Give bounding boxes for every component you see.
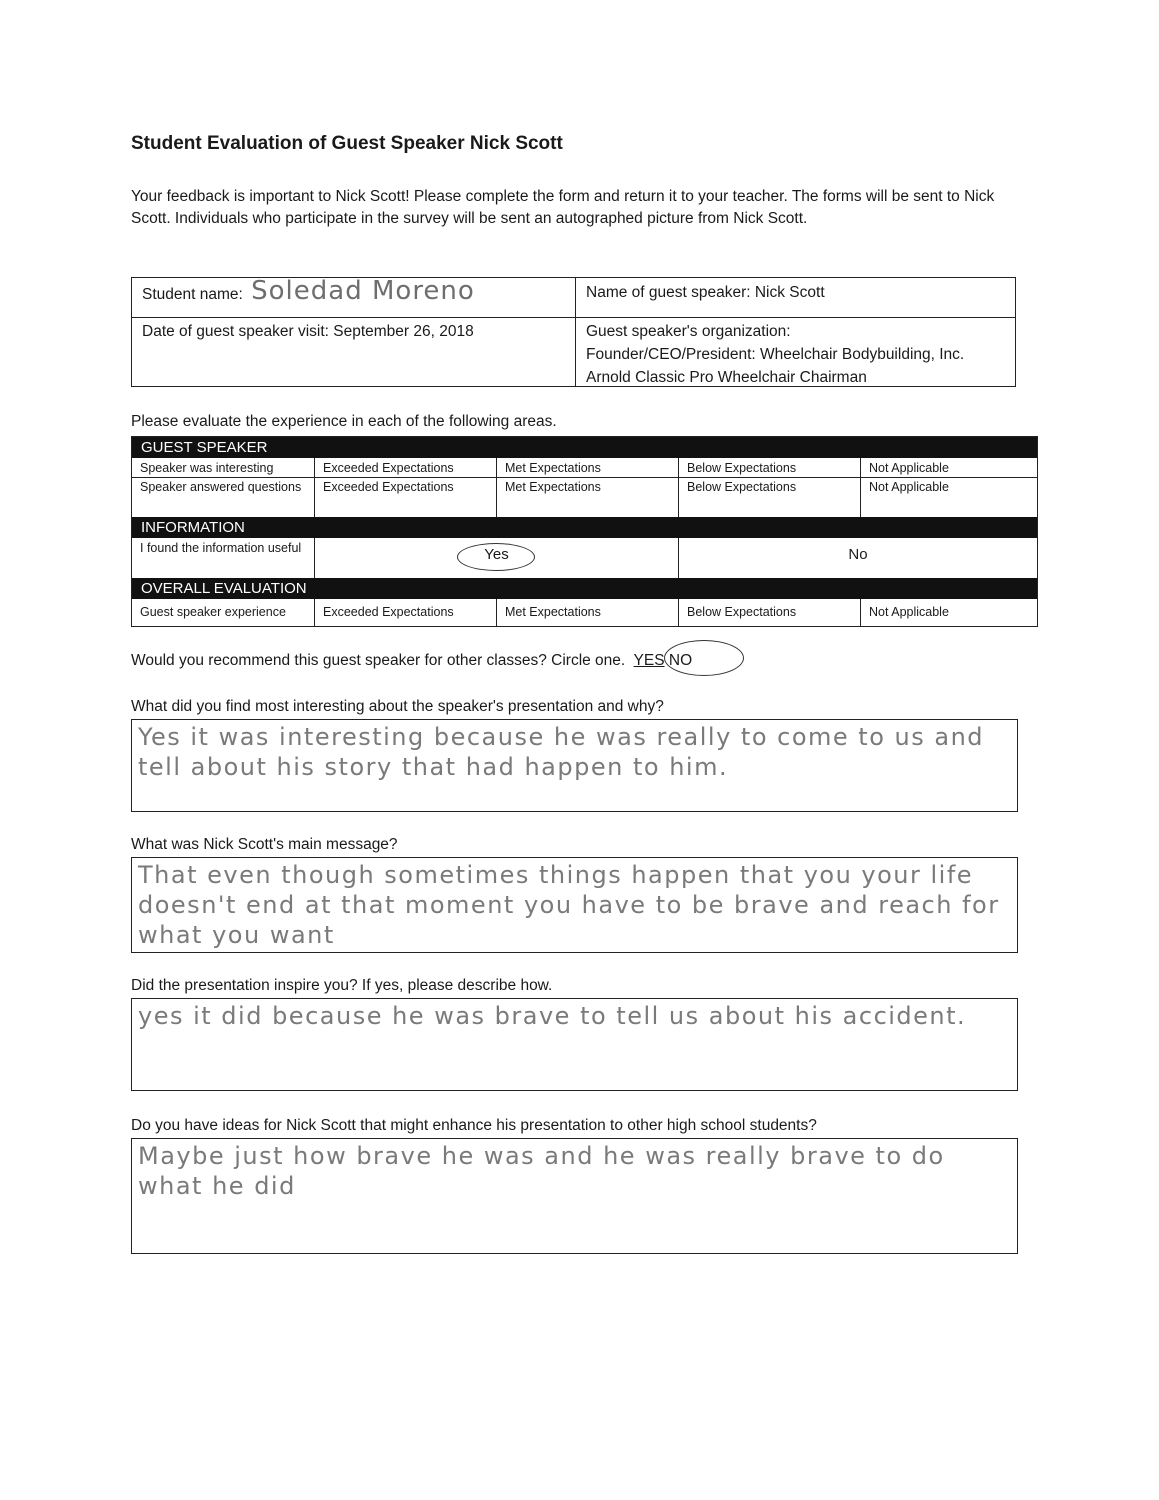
student-name-label: Student name: bbox=[142, 286, 243, 303]
recommend-circle-mark bbox=[664, 640, 744, 676]
yes-circle-mark bbox=[457, 543, 535, 571]
org-line2: Arnold Classic Pro Wheelchair Chairman bbox=[586, 369, 867, 386]
section-information: INFORMATION bbox=[132, 517, 1037, 538]
row-label: Speaker answered questions bbox=[140, 480, 302, 494]
option-na[interactable]: Not Applicable bbox=[860, 599, 1037, 626]
recommend-question bbox=[131, 652, 692, 670]
option-exceeded[interactable]: Exceeded Expectations bbox=[314, 458, 496, 477]
evaluation-table bbox=[131, 436, 1038, 627]
answer-3: yes it did because he was brave to tell us about his accident. bbox=[138, 1002, 967, 1030]
table-row bbox=[132, 538, 1037, 579]
option-met[interactable]: Met Expectations bbox=[496, 599, 678, 626]
speaker-name: Name of guest speaker: Nick Scott bbox=[586, 284, 825, 301]
option-below[interactable]: Below Expectations bbox=[678, 477, 860, 517]
option-na[interactable]: Not Applicable bbox=[860, 477, 1037, 517]
answer-1: Yes it was interesting because he was really to come to us and tell about his story that had happen to him. bbox=[138, 723, 985, 781]
section-guest-speaker: GUEST SPEAKER bbox=[132, 437, 1037, 458]
option-no-label: No bbox=[848, 546, 868, 563]
question-2: What was Nick Scott's main message? bbox=[131, 836, 398, 853]
option-met[interactable]: Met Expectations bbox=[496, 477, 678, 517]
answer-box-4[interactable] bbox=[131, 1138, 1018, 1254]
question-4: Do you have ideas for Nick Scott that might enhance his presentation to other high school students? bbox=[131, 1117, 817, 1134]
answer-2: That even though sometimes things happen that you your life doesn't end at that moment you have to be brave and reach for what you want bbox=[138, 861, 1000, 949]
table-row bbox=[132, 458, 1037, 478]
option-exceeded[interactable]: Exceeded Expectations bbox=[314, 599, 496, 626]
intro-paragraph: Your feedback is important to Nick Scott! Please complete the form and return it to your teacher. The forms will be sent to Nick Scott. Individuals who participate in the survey will be sent an autographed picture from Nick Scott. bbox=[131, 188, 995, 227]
option-no[interactable] bbox=[678, 538, 1037, 578]
org-label: Guest speaker's organization: bbox=[586, 323, 791, 340]
option-exceeded[interactable]: Exceeded Expectations bbox=[314, 477, 496, 517]
answer-box-3[interactable] bbox=[131, 998, 1018, 1091]
option-below[interactable]: Below Expectations bbox=[678, 458, 860, 477]
recommend-yes[interactable]: YES bbox=[633, 652, 665, 669]
answer-4: Maybe just how brave he was and he was really brave to do what he did bbox=[138, 1142, 945, 1200]
row-label: I found the information useful bbox=[140, 541, 302, 555]
form-title: Student Evaluation of Guest Speaker Nick Scott bbox=[131, 133, 563, 154]
option-below[interactable]: Below Expectations bbox=[678, 599, 860, 626]
answer-box-2[interactable] bbox=[131, 857, 1018, 953]
organization bbox=[586, 320, 964, 389]
option-met[interactable]: Met Expectations bbox=[496, 458, 678, 477]
visit-date: Date of guest speaker visit: September 26, 2018 bbox=[142, 323, 474, 340]
section-overall: OVERALL EVALUATION bbox=[132, 578, 1037, 599]
table-row bbox=[132, 599, 1037, 626]
recommend-text: Would you recommend this guest speaker for other classes? Circle one. bbox=[131, 652, 626, 669]
student-name-field bbox=[142, 276, 475, 306]
question-1: What did you find most interesting about the speaker's presentation and why? bbox=[131, 698, 664, 715]
question-3: Did the presentation inspire you? If yes, please describe how. bbox=[131, 977, 553, 994]
option-na[interactable]: Not Applicable bbox=[860, 458, 1037, 477]
info-box bbox=[131, 277, 1016, 387]
recommend-no[interactable]: NO bbox=[668, 652, 693, 669]
student-name-value: Soledad Moreno bbox=[251, 276, 475, 306]
answer-box-1[interactable] bbox=[131, 719, 1018, 812]
evaluation-caption: Please evaluate the experience in each of the following areas. bbox=[131, 413, 557, 430]
row-label: Speaker was interesting bbox=[140, 461, 274, 475]
row-label: Guest speaker experience bbox=[140, 605, 286, 619]
org-line1: Founder/CEO/President: Wheelchair Bodybuilding, Inc. bbox=[586, 346, 965, 363]
table-row bbox=[132, 477, 1037, 518]
option-yes-label: Yes bbox=[484, 546, 509, 563]
